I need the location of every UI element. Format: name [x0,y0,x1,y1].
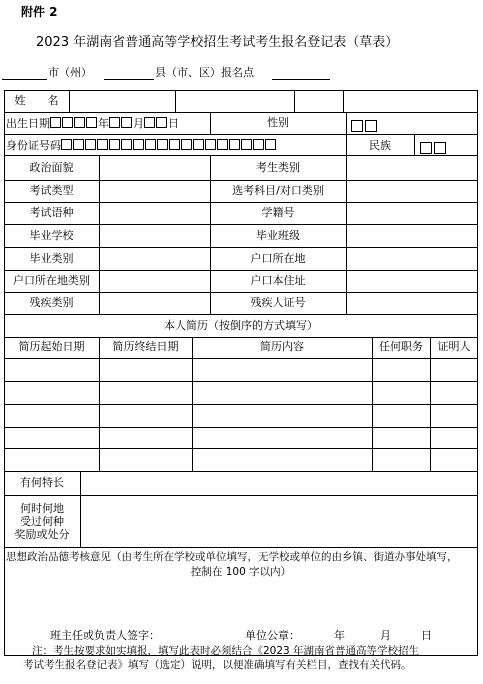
resume-row[interactable] [5,405,477,427]
graduation-category-label: 毕业类别 [29,252,74,265]
city-label: 市（州） [48,66,92,79]
resume-col-content: 简历内容 [260,340,304,353]
signature-year: 年 [334,629,345,642]
birth-day-box-2[interactable] [156,117,167,128]
hukou-address-label: 户口本住址 [250,274,306,287]
id-box[interactable] [157,139,168,150]
rewards-label-line-3: 奖励或处分 [14,528,70,541]
birth-year-box-3[interactable] [74,117,85,128]
county-blank[interactable] [104,79,154,80]
graduation-school-label: 毕业学校 [29,229,74,242]
birth-month-box-1[interactable] [109,117,120,128]
id-box[interactable] [85,139,96,150]
birth-year-box-4[interactable] [86,117,97,128]
political-opinion-line-2: 控制在 100 字以内） [190,566,292,578]
ethnicity-box-2[interactable] [434,142,446,154]
political-opinion-input[interactable] [5,582,477,627]
id-box[interactable] [193,139,204,150]
attachment-label: 附件 2 [21,5,58,19]
id-box[interactable] [205,139,216,150]
note-line-1: 注：考生按要求如实填报，填写此表时必须结合《2023 年湖南省普通高等学校招生 [32,645,420,657]
signup-point-blank[interactable] [272,79,330,80]
month-unit: 月 [133,117,144,130]
location-line [2,62,482,82]
foreign-language-label: 考试语种 [29,206,74,219]
id-box[interactable] [265,139,276,150]
subject-category-label: 选考科目/对口类别 [232,184,324,197]
id-box[interactable] [61,139,72,150]
resume-col-start: 简历起始日期 [18,340,85,353]
city-blank[interactable] [2,79,47,80]
id-box[interactable] [97,139,108,150]
resume-section-title: 本人简历（按倒序的方式填写） [164,319,318,332]
birth-year-box-1[interactable] [50,117,61,128]
teacher-signature-label: 班主任或负责人签字： [50,629,160,642]
resume-col-position: 任何职务 [379,340,423,353]
signature-month: 月 [380,629,391,642]
birth-day-box-1[interactable] [144,117,155,128]
name-input[interactable] [70,91,174,111]
ethnicity-label: 民族 [369,139,391,152]
resume-row[interactable] [5,449,477,471]
resume-row[interactable] [5,428,477,448]
form-title: 2023 年湖南省普通高等学校招生考试考生报名登记表（草表） [36,35,399,50]
gender-box-2[interactable] [365,120,377,132]
ethnicity-box-1[interactable] [420,142,432,154]
gender-box-1[interactable] [351,120,363,132]
specialty-input[interactable] [81,472,477,494]
resume-col-end: 简历终结日期 [112,340,179,353]
id-box[interactable] [145,139,156,150]
political-status-label: 政治面貌 [29,161,74,174]
rewards-label-line-2: 受过何种 [20,515,64,528]
hukou-location-label: 户口所在地 [250,252,306,265]
id-box[interactable] [229,139,240,150]
id-box[interactable] [253,139,264,150]
rewards-input[interactable] [81,496,477,546]
id-box[interactable] [217,139,228,150]
seal-label: 单位公章： [245,629,300,642]
specialty-label: 有何特长 [20,476,64,489]
id-box[interactable] [109,139,120,150]
signature-day: 日 [421,629,432,642]
resume-row[interactable] [5,359,477,381]
student-id-label: 学籍号 [261,206,295,219]
day-unit: 日 [168,117,179,130]
id-box[interactable] [73,139,84,150]
id-box[interactable] [241,139,252,150]
year-unit: 年 [98,117,109,130]
id-box[interactable] [133,139,144,150]
id-box[interactable] [169,139,180,150]
exam-type-label: 考试类型 [29,184,74,197]
rewards-label-line-1: 何时何地 [20,502,64,515]
birth-year-box-2[interactable] [62,117,73,128]
hukou-category-label: 户口所在地类别 [13,274,90,287]
id-number-label: 身份证号码 [6,139,61,152]
political-opinion-line-1: 思想政治品德考核意见（由考生所在学校或单位填写，无学校或单位的由乡镇、街道办事处填写， [6,551,458,563]
candidate-category-label: 考生类别 [256,161,300,174]
resume-col-witness: 证明人 [437,340,471,353]
gender-label: 性别 [267,116,289,129]
name-label: 姓 名 [14,94,59,107]
county-label: 县（市、区）报名点 [155,66,254,79]
id-box[interactable] [121,139,132,150]
birth-month-box-2[interactable] [121,117,132,128]
graduation-class-label: 毕业班级 [256,229,300,242]
disability-category-label: 残疾类别 [29,296,74,309]
resume-row[interactable] [5,382,477,404]
id-box[interactable] [181,139,192,150]
disability-certificate-label: 残疾人证号 [250,296,306,309]
note-line-2: 考试考生报名登记表》填写（选定）说明，以便准确填写有关栏目，查找有关代码。 [23,659,412,671]
birth-date-label: 出生日期 [6,117,50,130]
